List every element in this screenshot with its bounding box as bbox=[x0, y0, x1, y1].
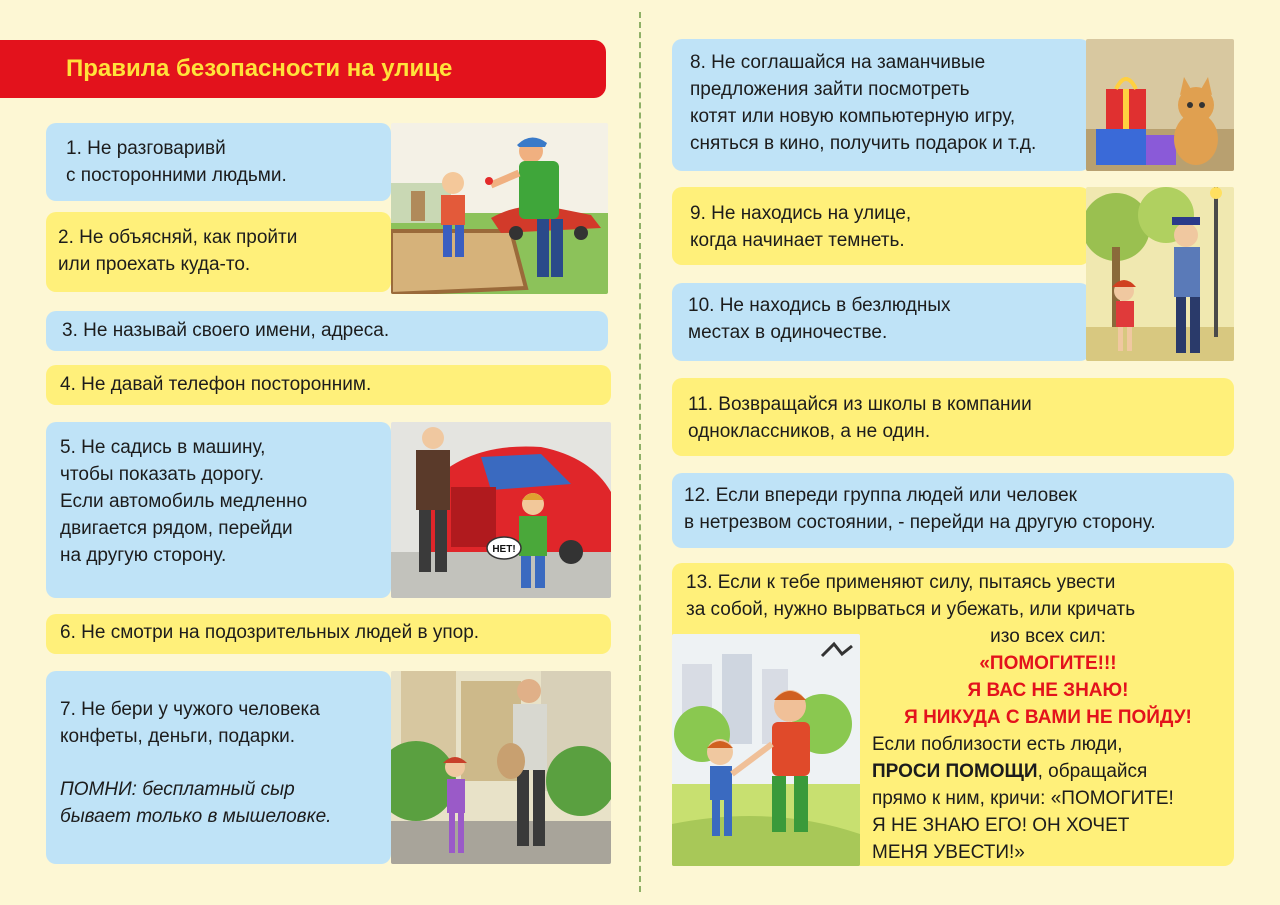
rule-3-line: 3. Не называй своего имени, адреса. bbox=[62, 320, 390, 341]
rule-5-card bbox=[46, 422, 391, 598]
rule-8-line: сняться в кино, получить подарок и т.д. bbox=[690, 133, 1037, 154]
rule-2-card bbox=[46, 212, 391, 292]
rule-13-shout-line: «ПОМОГИТЕ!!! bbox=[979, 653, 1117, 674]
rule-7-card bbox=[46, 671, 391, 864]
rule-1-card bbox=[46, 123, 391, 201]
rule-9-card bbox=[672, 187, 1090, 265]
rule-13-tail-line: МЕНЯ УВЕСТИ!» bbox=[872, 842, 1025, 863]
rule-6-line: 6. Не смотри на подозрительных людей в упор. bbox=[60, 622, 480, 643]
rule-10-card bbox=[672, 283, 1090, 361]
speech-bubble-text: НЕТ! bbox=[492, 544, 516, 555]
rule-7-line: 7. Не бери у чужого человека bbox=[60, 699, 320, 720]
rule-13-tail-line: Если поблизости есть люди, bbox=[872, 734, 1123, 755]
rule-12-line: в нетрезвом состоянии, - перейди на другую сторону. bbox=[684, 512, 1156, 533]
rule-4-card bbox=[46, 365, 611, 405]
rule-1-line: с посторонними людьми. bbox=[66, 165, 287, 186]
rule-12-line: 12. Если впереди группа людей или человек bbox=[684, 485, 1077, 506]
rule-6-card bbox=[46, 614, 611, 654]
illustration-gifts-kitten bbox=[1086, 39, 1234, 171]
rule-13-tail-line: Я НЕ ЗНАЮ ЕГО! ОН ХОЧЕТ bbox=[872, 815, 1130, 836]
illustration-policeman-park bbox=[1086, 187, 1234, 361]
rule-10-line: местах в одиночестве. bbox=[688, 322, 888, 343]
rule-13-ask-help: ПРОСИ ПОМОЩИ bbox=[872, 761, 1038, 782]
rule-13-tail-rest: , обращайся bbox=[1037, 761, 1148, 782]
rule-11-line: 11. Возвращайся из школы в компании bbox=[688, 394, 1032, 415]
rule-10-line: 10. Не находись в безлюдных bbox=[688, 295, 951, 316]
rule-13-shout-line: Я НИКУДА С ВАМИ НЕ ПОЙДУ! bbox=[904, 707, 1192, 728]
rule-12-card bbox=[672, 473, 1234, 548]
rule-8-line: котят или новую компьютерную игру, bbox=[690, 106, 1016, 127]
rule-13-tail-line: прямо к ним, кричи: «ПОМОГИТЕ! bbox=[872, 788, 1174, 809]
rule-2-line: 2. Не объясняй, как пройти bbox=[58, 227, 298, 248]
rule-5-line: двигается рядом, перейди bbox=[60, 518, 293, 539]
rule-7-note-line: ПОМНИ: бесплатный сыр bbox=[60, 779, 295, 800]
rule-9-line: когда начинает темнеть. bbox=[690, 230, 905, 251]
rule-8-line: предложения зайти посмотреть bbox=[690, 79, 970, 100]
rule-8-card bbox=[672, 39, 1090, 171]
page-title: Правила безопасности на улице bbox=[66, 55, 453, 82]
rule-2-line: или проехать куда-то. bbox=[58, 254, 251, 275]
rule-8-line: 8. Не соглашайся на заманчивые bbox=[690, 52, 986, 73]
rule-9-line: 9. Не находись на улице, bbox=[690, 203, 912, 224]
rule-13-line: 13. Если к тебе применяют силу, пытаясь увести bbox=[686, 572, 1116, 593]
rule-1-line: 1. Не разговаривй bbox=[66, 138, 226, 159]
rule-5-line: Если автомобиль медленно bbox=[60, 491, 308, 512]
illustration-child-led-away bbox=[672, 634, 860, 866]
rule-7-note-line: бывает только в мышеловке. bbox=[60, 806, 332, 827]
rule-4-line: 4. Не давай телефон посторонним. bbox=[60, 374, 372, 395]
page-divider bbox=[639, 12, 641, 892]
rule-11-card bbox=[672, 378, 1234, 456]
rule-13-line: за собой, нужно вырваться и убежать, или кричать bbox=[686, 599, 1136, 620]
title-banner bbox=[0, 40, 606, 98]
rule-11-line: одноклассников, а не один. bbox=[688, 421, 931, 442]
rule-5-line: на другую сторону. bbox=[60, 545, 227, 566]
rule-3-card bbox=[46, 311, 608, 351]
rule-13-shout-line: Я ВАС НЕ ЗНАЮ! bbox=[967, 680, 1129, 701]
illustration-car-stranger bbox=[391, 422, 611, 598]
rule-7-line: конфеты, деньги, подарки. bbox=[60, 726, 296, 747]
illustration-stranger-park bbox=[391, 123, 608, 294]
rule-13-center-line: изо всех сил: bbox=[990, 626, 1106, 647]
rule-5-line: чтобы показать дорогу. bbox=[60, 464, 265, 485]
rule-5-line: 5. Не садись в машину, bbox=[60, 437, 266, 458]
illustration-gift-stranger bbox=[391, 671, 611, 864]
